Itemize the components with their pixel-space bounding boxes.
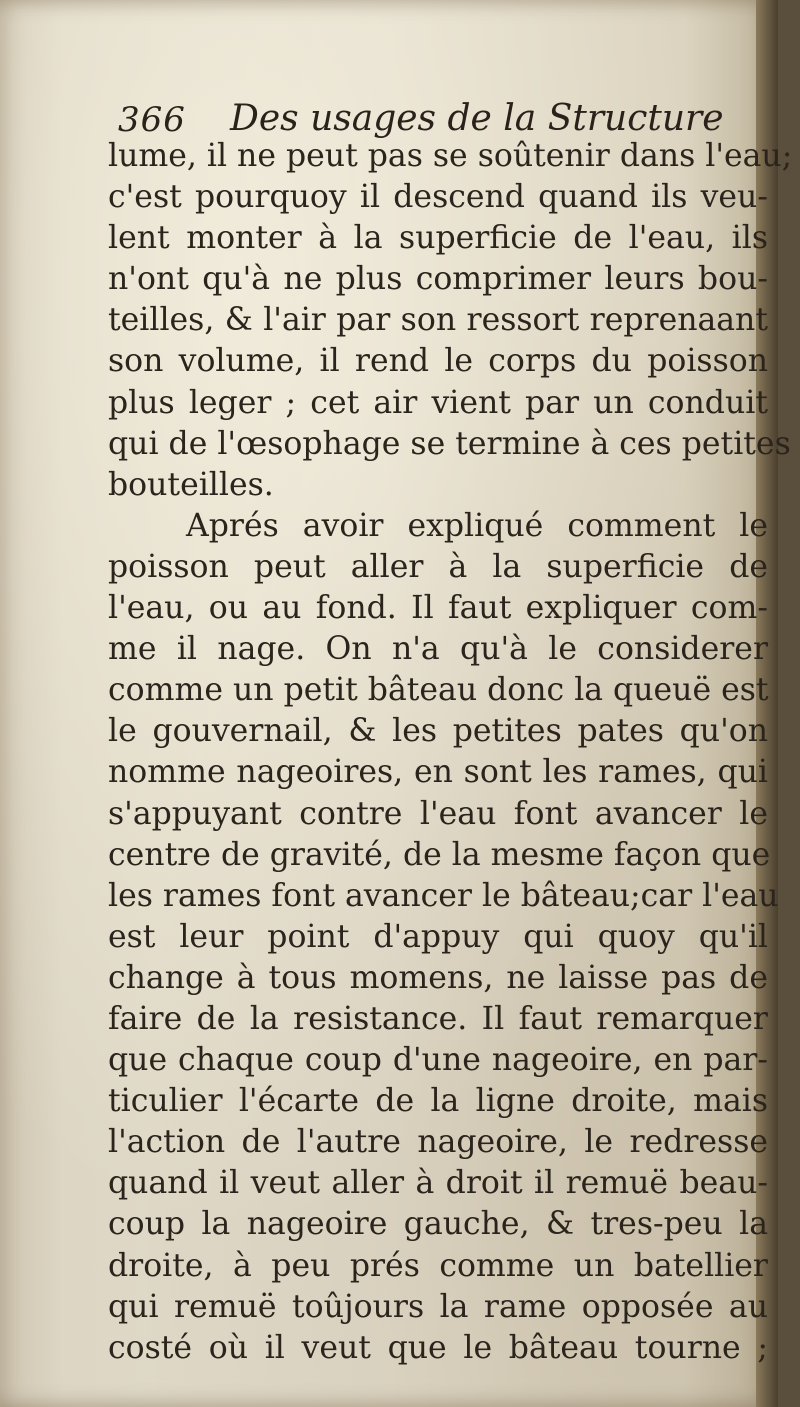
text-line: est leur point d'appuy qui quoy qu'il	[108, 918, 768, 955]
paragraph-first-line: Aprés avoir expliqué comment le	[186, 507, 768, 544]
text-line: les rames font avancer le bâteau;car l'eau	[108, 877, 779, 914]
text-line: comme un petit bâteau donc la queuë est	[108, 672, 769, 709]
text-line: me il nage. On n'a qu'à le considerer	[108, 631, 768, 668]
body-text	[108, 136, 793, 1369]
text-line: plus leger ; cet air vient par un conduit	[108, 384, 768, 421]
text-line: droite, à peu prés comme un batellier	[108, 1247, 768, 1284]
text-line: que chaque coup d'une nageoire, en par-	[108, 1042, 768, 1079]
text-line: l'action de l'autre nageoire, le redresse	[108, 1124, 768, 1161]
text-line: bouteilles.	[108, 466, 274, 503]
text-line: centre de gravité, de la mesme façon que	[108, 836, 771, 873]
text-line: faire de la resistance. Il faut remarquer	[108, 1000, 768, 1037]
text-line: change à tous momens, ne laisse pas de	[108, 959, 768, 996]
page-number: 366	[118, 100, 186, 140]
text-line: poisson peut aller à la superficie de	[108, 548, 768, 585]
text-line: le gouvernail, & les petites pates qu'on	[108, 713, 768, 750]
text-line: coup la nageoire gauche, & tres-peu la	[108, 1206, 768, 1243]
text-line: lent monter à la superficie de l'eau, ils	[108, 220, 768, 257]
text-line: s'appuyant contre l'eau font avancer le	[108, 795, 768, 832]
text-line: qui de l'œsophage se termine à ces petites	[108, 425, 791, 462]
text-line: n'ont qu'à ne plus comprimer leurs bou-	[108, 261, 768, 298]
text-line: quand il veut aller à droit il remuë beau-	[108, 1165, 768, 1202]
text-line: qui remuë toûjours la rame opposée au	[108, 1288, 768, 1325]
text-line: l'eau, ou au fond. Il faut expliquer com-	[108, 590, 768, 627]
text-line: teilles, & l'air par son ressort reprenaant	[108, 302, 768, 339]
text-line: lume, il ne peut pas se soûtenir dans l'eau;	[108, 138, 793, 174]
text-line: nomme nageoires, en sont les rames, qui	[108, 754, 768, 791]
running-head-title: Des usages de la Structure	[230, 98, 724, 139]
text-line: son volume, il rend le corps du poisson	[108, 343, 768, 380]
text-line: ticulier l'écarte de la ligne droite, mais	[108, 1083, 768, 1120]
text-line: costé où il veut que le bâteau tourne ;	[108, 1329, 768, 1366]
text-line: c'est pourquoy il descend quand ils veu-	[108, 179, 768, 216]
